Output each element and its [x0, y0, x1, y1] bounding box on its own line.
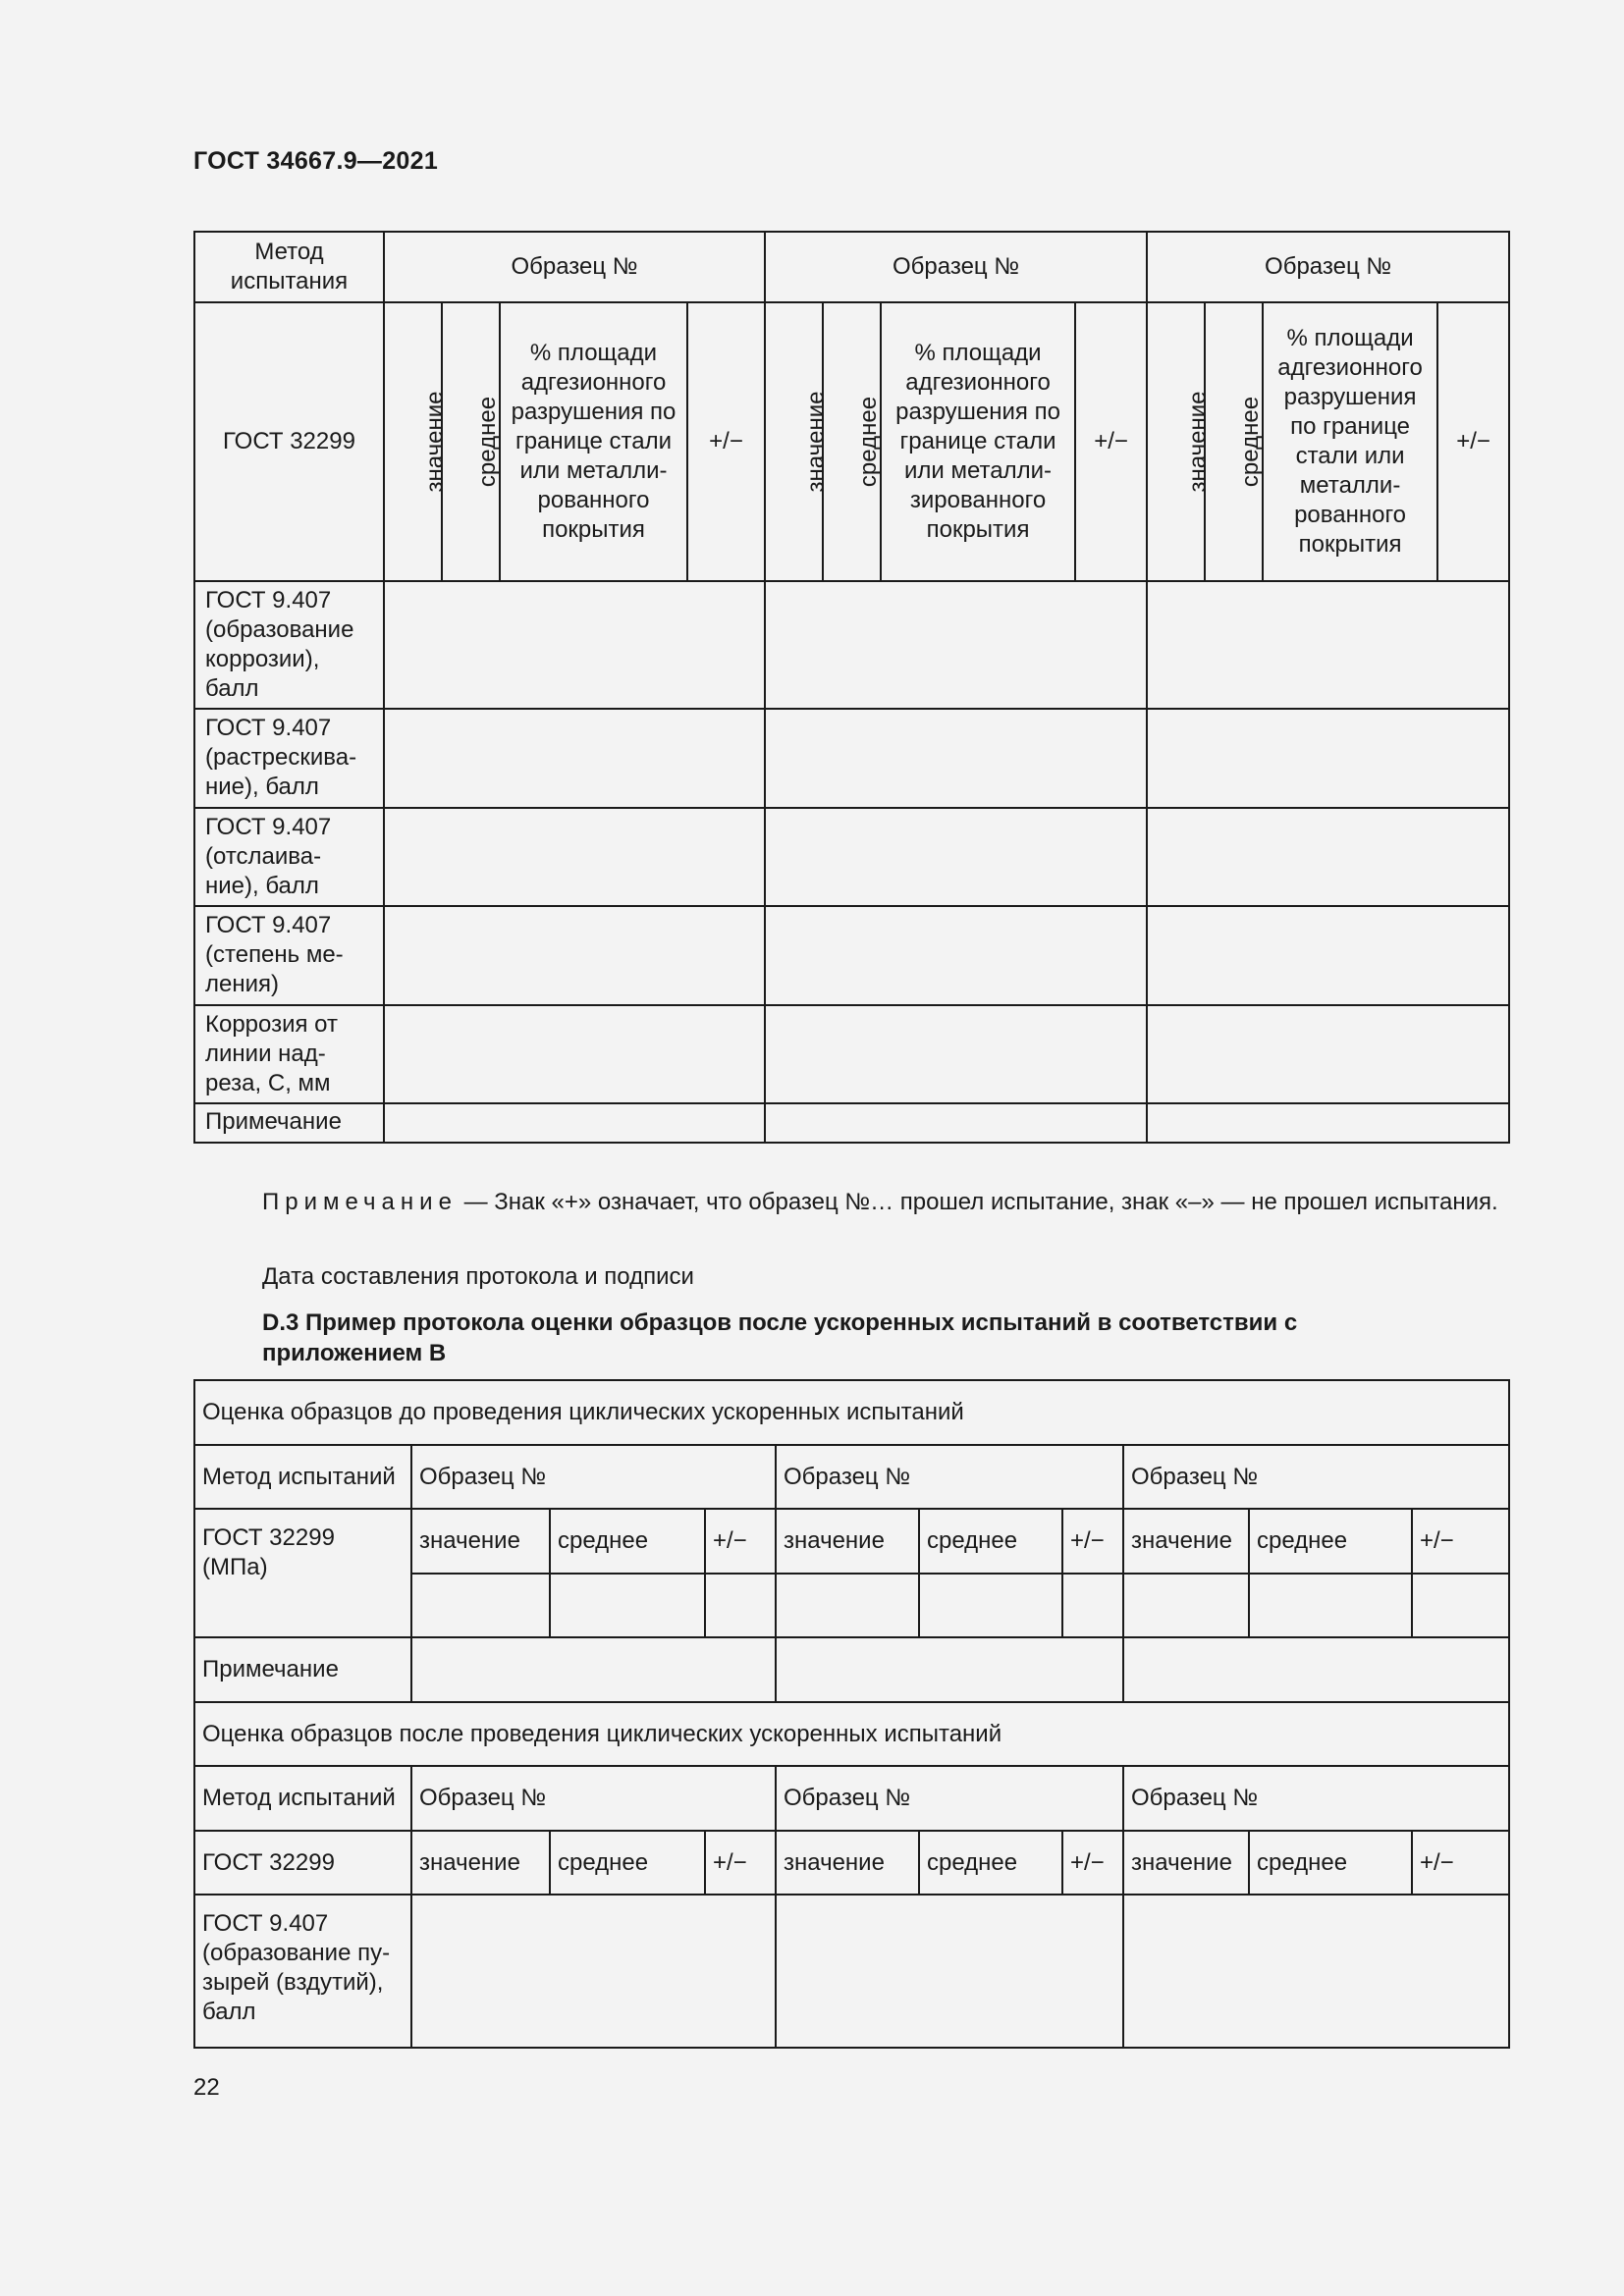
empty-cell	[1062, 1574, 1123, 1637]
empty-cell	[1123, 1637, 1509, 1702]
value-header: значение	[1123, 1509, 1249, 1574]
pm-column-header: +/−	[1075, 302, 1147, 581]
sample-label: Образец №	[1123, 1766, 1509, 1831]
empty-cell	[1147, 1103, 1509, 1143]
area-column-header: % площади адгезионного разрушения по границе стали или металли-рованного покрытия	[1263, 302, 1437, 581]
empty-cell	[384, 808, 765, 906]
sample-label: Образец №	[411, 1766, 776, 1831]
empty-cell	[550, 1574, 705, 1637]
empty-cell	[1147, 581, 1509, 709]
average-header: среднее	[1249, 1831, 1412, 1895]
empty-cell	[776, 1574, 919, 1637]
value-column-header: значение	[765, 302, 823, 581]
method-label: Метод испытаний	[194, 1766, 411, 1831]
average-column-header: среднее	[823, 302, 881, 581]
empty-cell	[1412, 1574, 1509, 1637]
sample-header: Образец №	[765, 232, 1147, 302]
after-section-title: Оценка образцов после проведения циклических ускоренных испытаний	[194, 1702, 1509, 1766]
pm-column-header: +/−	[687, 302, 765, 581]
value-header: значение	[776, 1509, 919, 1574]
sample-header: Образец №	[384, 232, 765, 302]
method-header: Метод испытания	[194, 232, 384, 302]
row-label: ГОСТ 9.407 (степень ме-ления)	[194, 906, 384, 1005]
empty-cell	[765, 581, 1147, 709]
average-header: среднее	[550, 1509, 705, 1574]
pm-column-header: +/−	[1437, 302, 1509, 581]
empty-cell	[1147, 1005, 1509, 1103]
empty-cell	[1123, 1574, 1249, 1637]
value-header: значение	[411, 1831, 550, 1895]
average-header: среднее	[550, 1831, 705, 1895]
empty-cell	[384, 906, 765, 1005]
average-column-header: среднее	[1205, 302, 1263, 581]
date-signature-line: Дата составления протокола и подписи	[262, 1263, 694, 1290]
gost-mpa-label: ГОСТ 32299 (МПа)	[194, 1509, 411, 1637]
note-text: — Знак «+» означает, что образец №… прошел испытание, знак «–» — не прошел испытания.	[457, 1189, 1498, 1215]
row-label: Примечание	[194, 1103, 384, 1143]
empty-cell	[1123, 1895, 1509, 2048]
section-title: D.3 Пример протокола оценки образцов после ускоренных испытаний в соответствии с приложением В	[262, 1309, 1298, 1366]
sample-header: Образец №	[1147, 232, 1509, 302]
value-header: значение	[411, 1509, 550, 1574]
pm-header: +/−	[1062, 1509, 1123, 1574]
empty-cell	[1147, 808, 1509, 906]
sample-label: Образец №	[776, 1445, 1123, 1509]
empty-cell	[1249, 1574, 1412, 1637]
row-label: ГОСТ 9.407 (образование коррозии), балл	[194, 581, 384, 709]
row-label: ГОСТ 9.407 (отслаива-ние), балл	[194, 808, 384, 906]
empty-cell	[1147, 906, 1509, 1005]
empty-cell	[384, 709, 765, 808]
note-paragraph	[193, 1188, 1508, 1217]
empty-cell	[776, 1637, 1123, 1702]
row-label: Коррозия от линии над-реза, С, мм	[194, 1005, 384, 1103]
pm-header: +/−	[705, 1509, 776, 1574]
row-label: ГОСТ 9.407 (растрескива-ние), балл	[194, 709, 384, 808]
empty-cell	[384, 1005, 765, 1103]
empty-cell	[384, 1103, 765, 1143]
empty-cell	[1147, 709, 1509, 808]
bubbles-label: ГОСТ 9.407 (образование пу-зырей (вздутий), балл	[194, 1895, 411, 2048]
sample-label: Образец №	[776, 1766, 1123, 1831]
empty-cell	[776, 1895, 1123, 2048]
page-number: 22	[193, 2074, 220, 2101]
note-label: Примечание	[262, 1189, 458, 1215]
accelerated-test-table	[193, 1379, 1510, 2049]
gost-label: ГОСТ 32299	[194, 1831, 411, 1895]
area-column-header: % площади адгезионного разрушения по границе стали или металли-рованного покрытия	[500, 302, 687, 581]
empty-cell	[384, 581, 765, 709]
area-column-header: % площади адгезионного разрушения по границе стали или металли-зированного покрытия	[881, 302, 1075, 581]
empty-cell	[765, 709, 1147, 808]
value-header: значение	[776, 1831, 919, 1895]
average-header: среднее	[1249, 1509, 1412, 1574]
method-label: Метод испытаний	[194, 1445, 411, 1509]
empty-cell	[411, 1895, 776, 2048]
empty-cell	[765, 808, 1147, 906]
pm-header: +/−	[1412, 1831, 1509, 1895]
gost-label: ГОСТ 32299	[194, 302, 384, 581]
empty-cell	[411, 1574, 550, 1637]
sample-label: Образец №	[1123, 1445, 1509, 1509]
value-column-header: значение	[384, 302, 442, 581]
empty-cell	[765, 906, 1147, 1005]
value-column-header: значение	[1147, 302, 1205, 581]
pm-header: +/−	[1062, 1831, 1123, 1895]
pm-header: +/−	[705, 1831, 776, 1895]
empty-cell	[919, 1574, 1062, 1637]
average-header: среднее	[919, 1831, 1062, 1895]
empty-cell	[765, 1103, 1147, 1143]
note-label: Примечание	[194, 1637, 411, 1702]
average-column-header: среднее	[442, 302, 500, 581]
empty-cell	[705, 1574, 776, 1637]
empty-cell	[765, 1005, 1147, 1103]
before-section-title: Оценка образцов до проведения циклических ускоренных испытаний	[194, 1380, 1509, 1445]
empty-cell	[411, 1637, 776, 1702]
pm-header: +/−	[1412, 1509, 1509, 1574]
document-header: ГОСТ 34667.9—2021	[193, 147, 439, 175]
value-header: значение	[1123, 1831, 1249, 1895]
sample-label: Образец №	[411, 1445, 776, 1509]
average-header: среднее	[919, 1509, 1062, 1574]
sample-results-table	[193, 231, 1510, 1144]
